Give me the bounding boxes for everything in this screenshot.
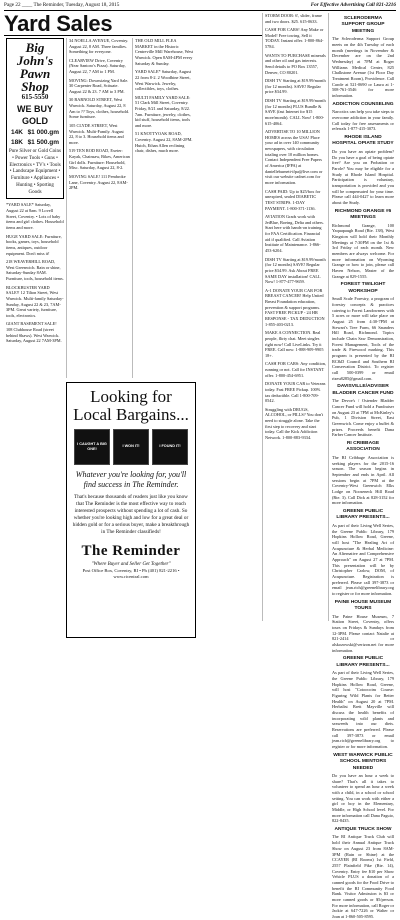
bargains-body: That's because thousands of readers just like you know that The Reminder is the most effective way to reach interested prospects without spending a lot of cash. So whether you're looking high and low for a great deal or hidden gold or for a serious buyer, make a breakthrough in The Reminder classifieds! (72, 493, 190, 535)
classified-ad: MOVING SALE! 111 Pembroke Lane, Coventry. August 22, 8AM-2PM. (69, 173, 128, 191)
advertising-tagline: For Effective Advertising Call 821-2216 (310, 2, 396, 8)
event-heading: GREENE PUBLIC LIBRARY PRESENTS... (336, 656, 390, 668)
event-heading: WEST WARWICK PUBLIC SCHOOL MENTORS NEEDED (333, 752, 393, 771)
classified-ad: THE OLD MILL FLEA MARKET in the Historic Centreville Mill Warehouse, West Warwick. Open 8AM-4PM every Saturday & Sunday. (135, 38, 194, 66)
column-3 (132, 38, 196, 378)
classified-ad: MULTI FAMILY YARD SALE: 51 Clark Mill Street, Coventry. Friday, 8/21 and Saturday, 8/22. 7am. Furniture, jewelry, clothes, kid stuff, household items, tools and more. (135, 94, 191, 128)
classified-ad: *YARD SALE* Saturday, August 22 at 8am. 9 Lovell Street, Coventry. • Lots of baby items and girl clothes. Household items and more. (6, 202, 64, 231)
classified-ad: 218 WEAVERHILL ROAD, West Greenwich. Rain or shine, Saturday-Sunday 8AM. Furniture, tools, household items. (6, 259, 64, 282)
gift-box-icon: I FOUND IT! (152, 429, 188, 465)
event-heading: RICHMOND GRANGE #6 MEETINGS (334, 208, 392, 221)
classified-ad: 105 CLYDE STREET, West Warwick. Multi-Family. August 22, 8 to 3. Household items and more. (69, 122, 124, 145)
event-text: The RI Cribbage Association is seeking players for the 2015-16 season. The season begins in September and ends in April. All sessions begin at 7PM at the Coventry-West Greenwich Elks Lodge on Nooseneck Hill Road (Rte. 3). Call Dick at 828-3152 for more information. (332, 454, 394, 506)
event-heading: GREENE PUBLIC LIBRARY PRESENTS... (336, 508, 390, 521)
event-heading: ADDICTION COUNSELING (332, 101, 394, 107)
event-heading: SCLERODERMA SUPPORT GROUP MEETING (341, 16, 385, 34)
classified-ad: DISH TV Starting at $19.99/month (for 12 months) PLUS Bundle & SAVE (fast Internet for $15 more/month). CALL Now! 1-800-615-4064. (265, 97, 326, 126)
classified-ad: DONATE YOUR CAR to Veterans today. Fast FREE Pickup. 100% tax deductible. Call 1-800-709-0542. (265, 381, 326, 404)
classified-ad: ADVERTISE TO 10 MILLION HOMES across the USA! Place your ad in over 140 community newspapers, with circulation totaling over 10 million homes. Contact Independent Free Papers of America (IFPA) at danielleburnett-ifpa@live.com or visit our website cadnet.com for more information. (265, 129, 323, 186)
event-text: Do you have an opiate problem? Do you have a goal of being opiate free? Are you on Probation or Parole? You may be eligible for a Study at Rhode Island Hospital. Participation is voluntary, transportation is provided and you will be compensated for your time. Please call 444-0427 to learn more about the Study. (332, 148, 394, 205)
classified-ad: 30 BARNOLD STREET, West Warwick. Saturday, August 22, 8 Am to ?? Toys, clothes, household. Some furniture. (69, 97, 130, 120)
event-heading: RHODE ISLAND HOSPITAL OPIATE STUDY (332, 134, 394, 147)
classified-ad: CLEARVIEW Drive, Coventry (Near Santoro's Pizza). Saturday, August 22, 7 AM to 1 PM. (69, 57, 126, 75)
community-events-column (328, 13, 396, 919)
event-heading: DAVISVILLE/ADVISER BLADDER CANCER FUND (332, 384, 394, 396)
page-header (4, 2, 396, 11)
event-text: The Devoe's / Ostender Bladder Cancer Fund will hold a Fundraiser on August 23 at 7PM at McKinley's Pub, 1 Division Street, East Greenwich. Come enjoy a buffet & prizes. Proceeds benefit Dana Farber Cancer Institute. (332, 398, 394, 438)
event-text: Do you have an hour a week to share? That's all it takes to volunteer to spend an hour a week with a child, in a school or school setting. You can work with either a girl or boy in the Elementary, Middle, or High School level. For more information call Dana Paguio, 822-8435. (332, 772, 394, 824)
event-text: Small Scale Forestry, a program of forestry concepts & practices catering to Forest Landowners with 5 acres or more will take place on August 25 from 4:30-7PM at Stewart's Tree Farm, 66 Saunders Hill Road, Richmond. Topics include Chain Saw Demonstration, Forest Management, Tools of the trade & Firewood marking. This program is presented by the RI RC&D Council and Southern RI Conservation District. To register call 500-0399 or email rizeu8285@gmail.com. (332, 296, 394, 381)
event-text: The Scleroderma Support Group meets on the 4th Tuesday of each month (meetings in November & December are on the 2nd Wednesday) at 7PM at Roger Williams Medical Center, 825 Chalkstone Avenue (1st Floor Day Treatment Room), Providence. Call Carole at 521-0690 or Laura at 1-508-761-3546 for more information. (332, 36, 394, 99)
pawn-shop-name: Big John's Pawn Shop (16, 40, 54, 94)
yard-sales-area (4, 13, 262, 621)
classified-ad: MOVING: Downsizing Yard Sale. 30 Carpenter Road, Scituate. August 22 & 23. 7 AM to 3 PM. (69, 77, 129, 94)
classified-ad: 519 TEN ROD ROAD, Exeter: Kayak, Chainsaw, Bikes, American Girl dolls. Furniture: Household, Misc. Saturday, August 22, 8-2. (69, 148, 130, 171)
event-text: As part of their Living Well Series, the Greene Public Library, 179 Hopkins Hollow Road, Greene, will host "The Healing Art of Acupuncture & Herbal Medicine: An Alternative and Comprehensive Approach" on August 27 at 7PM. This presentation will be by Christopher Carlow, DOM, of Acupuncture. Registration is preferred. Please call 397-3873 or email jean.rich@greenelibrary.org to register or for more information. (332, 522, 394, 596)
section-heading: Yard Sales (4, 13, 262, 36)
classified-ad: CASH FOR CARS! Any Make or Model! Free towing. Sell it TODAY. Instant offer. 1-800-864-5784. (265, 27, 324, 50)
event-text: As part of their Living Well Series, the Greene Public Library, 179 Hopkins Hollow Road, Greene, will host "Cotoocoim Course: Figuring Wild Plants for Better Health" on August 20 at 7PM. Herbalist Brett Mayville will discuss the health benefits of incorporating wild plants and seaweeds into our diets. Reservations are preferred. Please call 397-3873 or email jean.rich@greenelibrary.org to register or for more information. (332, 670, 394, 749)
gift-images (71, 429, 191, 465)
column-1 (4, 38, 66, 378)
classified-ad: DISH TV Starting at $19.99/month (for 12 months) SAVE! Regular price $34.99. Ask About FREE SAME DAY installation! CALL Now! 1-877-477-9659. (265, 256, 326, 285)
classified-ad: MAKE A CONNECTION. Real people, flirty chat. Meet singles right now! Call LiveLinks. Try it FREE. Call now: 1-888-909-9905 18+. (265, 330, 324, 358)
reminder-tagline: "Where Buyer and Seller Get Together" (91, 561, 171, 567)
event-text: Narcotics can help you take steps to overcome addiction in your family. Call today for free assessments or referrals 1-877-415-3073. (332, 109, 394, 132)
classified-ad: A-1 DONATE YOUR CAR FOR BREAST CANCER! Help United Breast Foundation education, prevention & support programs. FAST FREE PICKUP - 24 HR RESPONSE - TAX DEDUCTION 1-855-403-0213. (265, 287, 325, 327)
classified-ad: WANTS TO PURCHASE minerals and other oil and gas interests. Send details to PO Box 13557, Denver, CO 80201. (265, 52, 326, 75)
pawn-shop-phone: 615-5550 (21, 93, 49, 101)
column-4 (262, 13, 328, 621)
event-heading: FOREST TWILIGHT WORKSHOP (340, 282, 386, 294)
reminder-logo: The Reminder (81, 542, 181, 559)
event-heading: ANTIQUE TRUCK SHOW (334, 827, 392, 833)
events-section (332, 16, 394, 920)
column-2 (66, 38, 132, 378)
gold-rate-14k: 14K (11, 128, 23, 136)
pawn-shop-ad (6, 38, 64, 199)
event-text: The RI Antique Truck Club will hold their Annual Antique Truck Show on August 23 from 8AM-3PM (Rain or Shine) at the CCAYER (RI Rooms) 1st Field, 2557 Plainfield Pike (Rte. 14), Coventry. Entry fee $10 per Show Vehicle PLUS a donation of a canned goods for the Food Drive to benefit the RI Community Food Bank. Visitor Admission is $3 or more canned goods or $5/person. For more information, call Roger or Jackie at 647-7226 or Walter or Joan at 1-860-505-8595. (332, 834, 394, 919)
reminder-address: Post Office Box, Coventry, RI • Ph (401) 821-2216 • www.ricentral.com (82, 568, 180, 580)
gold-rates-2 (11, 139, 59, 148)
event-heading: PAINE HOUSE MUSEUM TOURS (334, 599, 392, 612)
we-buy-gold-banner: WE BUY GOLD (17, 104, 53, 127)
page-info: Page 22 ____ The Reminder, Tuesday, August 18, 2015 (4, 2, 120, 8)
col2-ads (69, 38, 130, 191)
classified-ad: BLOCKBUSTER YARD SALE!! 12 Tilton Street, West Warwick. Multi-family Saturday-Sunday, August 22 & 23, 7AM-3PM. Great variety, furniture, tools, electronics. (6, 284, 64, 318)
col4-ads (265, 13, 326, 441)
col3-ads (135, 38, 194, 154)
looking-for-bargains-ad (66, 382, 196, 638)
classified-ad: Struggling with DRUGS, ALCOHOL, or PILLS? You don't need to struggle alone. Take the first step to recovery and start today. Call the Kick Addiction Network. 1-800-883-9334. (265, 406, 324, 441)
columns (4, 11, 396, 919)
classified-ad: HUGE YARD SALE: Furniture, books, games, toys, household items, antiques, outdoor equipment. Don't miss it! (6, 233, 62, 256)
event-heading: RI CRIBBAGE ASSOCIATION (346, 440, 380, 453)
event-text: Richmond Grange, 100 Yaquapaugh Road (Rte. 138), West Kingston will hold their Monthly Meetings at 7:30PM on the 1st & 3rd Friday of each month. New members are always welcome. For more information on Wyoming Grange or how to join, please call Haven Nelson, Master of the Grange at 829-1555. (332, 222, 394, 279)
classified-ad: STORM DOOR: 6', slider, frame and two doors. $25. 615-0633. (265, 13, 322, 24)
event-text: The Paine House Museum, 7 Station Street, Coventry, offers tours on Fridays & Sundays from 12-3PM. Please contact Natalie at 821-2414 or alskozowski@verizon.net for more information. (332, 613, 394, 653)
gold-price-14k: $1 000.gm (27, 128, 59, 136)
upper-columns (4, 38, 262, 378)
classified-ad: CASH FOR CARS: Any condition, running or not. Call for INSTANT offer. 1-800-454-6951. (265, 361, 327, 378)
gold-price-18k: $1 500.gm (27, 138, 59, 146)
classified-ad: 51 KNOTTYOAK ROAD, Coventry. August 22, 8AM-2PM. Hutch, Ethan Allen reclining chair, dishes, much more. (135, 131, 193, 154)
gift-box-icon: I WON IT! (113, 429, 149, 465)
classified-ad: AVIATION Grads work with JetBlue, Boeing, Delta and others. Start here with hands-on training for FAA Certification. Financial aid if qualified. Call Aviation Institute of Maintenance. 1-866-453-6204. (265, 214, 324, 254)
classified-ad: CASH PAID: Up to $25/box for unexpired, sealed DIABETIC TEST STRIPS. 1-DAY PAYMENT. 1-800-371-1136. (265, 188, 321, 211)
classified-ad: GIANT BASEMENT SALE! 108 Clubhouse Road (street behind Shaws). West Warwick. Saturday, August 22 7AM-3PM. (6, 321, 62, 344)
classified-ad: YARD SALE* Saturday, August 22 from 8-2. 2 Woodbine Street, West Warwick. Jewelry, collectibles, toys, clothes. (135, 69, 192, 92)
gift-box-icon: I CAUGHT A BIG ONE! (74, 429, 110, 465)
classified-ad: DISH TV Starting at $19.99/month (for 12 months). SAVE! Regular price $34.99. (265, 78, 326, 95)
gold-rate-18k: 18K (11, 138, 23, 146)
gold-rates (11, 129, 59, 138)
bargains-subtitle: Whatever you're looking for, you'll find success in The Reminder. (75, 469, 187, 490)
pawn-items-list: Pure Silver or Gold Coins • Power Tools • Guns • Electronics • TV's • Tools • Landscape Equipment • Furniture • Appliances • Hunting • Sporting Goods (9, 149, 61, 195)
col1-ads (6, 202, 64, 344)
bargains-title: Looking for Local Bargains... (73, 387, 189, 424)
classified-ad: 34 NOELLA AVENUE, Coventry. August 22, 8 AM. Three families. Something for everyone. (69, 38, 129, 55)
